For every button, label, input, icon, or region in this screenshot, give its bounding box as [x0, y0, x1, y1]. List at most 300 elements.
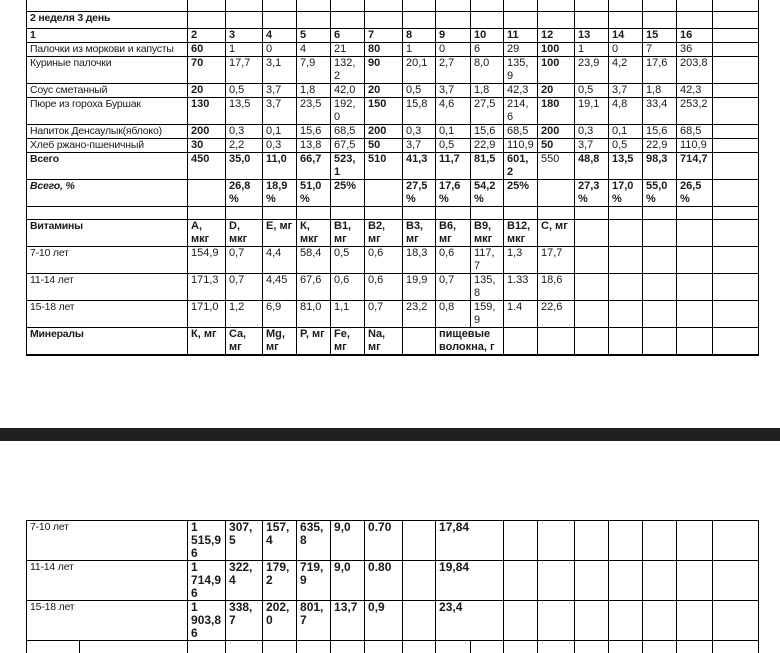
table-cell: 1,1	[331, 301, 365, 328]
table-cell: 36	[677, 43, 713, 57]
table-cell	[263, 641, 297, 653]
table-cell: 13,5	[609, 153, 643, 180]
table-cell	[609, 601, 643, 641]
table-cell: 322,4	[226, 561, 263, 601]
table-cell	[538, 328, 575, 356]
table-cell: 1	[27, 29, 188, 43]
table-cell: 714,7	[677, 153, 713, 180]
table-cell: 19,84	[436, 561, 504, 601]
table-cell	[575, 247, 609, 274]
table-cell	[263, 207, 297, 220]
table-cell: 20	[365, 84, 403, 98]
table-cell	[471, 207, 504, 220]
table-cell	[713, 521, 759, 561]
age-group-row	[27, 247, 759, 274]
table-cell	[436, 12, 471, 29]
table-cell: 50	[538, 139, 575, 153]
table-cell	[188, 0, 226, 12]
table-cell	[677, 274, 713, 301]
table-cell: 0,1	[263, 125, 297, 139]
table-cell	[436, 207, 471, 220]
table-cell: 9,0	[331, 521, 365, 561]
table-cell: 26,8 %	[226, 180, 263, 207]
menu-nutrition-table	[26, 0, 759, 356]
table-cell	[643, 521, 677, 561]
table-cell: 17,84	[436, 521, 504, 561]
table-cell	[677, 521, 713, 561]
table-cell: 9	[436, 29, 471, 43]
table-cell: 42,3	[504, 84, 538, 98]
table-cell: 214,6	[504, 98, 538, 125]
table-cell	[713, 98, 759, 125]
table-cell	[713, 641, 759, 653]
table-cell: 154,9	[188, 247, 226, 274]
totals-row	[27, 153, 759, 180]
table-cell: 4,45	[263, 274, 297, 301]
table-cell	[504, 601, 538, 641]
table-cell: Напиток Денсаулык(яблоко)	[27, 125, 188, 139]
table-cell: 0,5	[436, 139, 471, 153]
dish-row	[27, 84, 759, 98]
dish-row	[27, 139, 759, 153]
table-cell	[643, 0, 677, 12]
table-cell: 135,9	[504, 57, 538, 84]
table-cell	[403, 641, 436, 653]
table-cell: 0	[263, 43, 297, 57]
table-cell: 14	[609, 29, 643, 43]
table-cell: 48,8	[575, 153, 609, 180]
table-cell: 0,3	[403, 125, 436, 139]
table-cell: 1,3	[504, 247, 538, 274]
table-cell: 27,5 %	[403, 180, 436, 207]
table-cell: 0,5	[331, 247, 365, 274]
table-cell	[643, 601, 677, 641]
table-cell	[297, 0, 331, 12]
table-cell	[365, 641, 403, 653]
table-cell: 3,7	[403, 139, 436, 153]
table-cell	[538, 0, 575, 12]
table-cell	[403, 328, 436, 356]
table-cell: В6, мг	[436, 220, 471, 247]
table-cell: 16	[677, 29, 713, 43]
table-cell	[538, 207, 575, 220]
table-cell: 523,1	[331, 153, 365, 180]
column-numbers-row	[27, 29, 759, 43]
table-cell: 179,2	[263, 561, 297, 601]
table-cell	[188, 641, 226, 653]
table-cell: 635,8	[297, 521, 331, 561]
table-cell: 35,0	[226, 153, 263, 180]
dish-row	[27, 57, 759, 84]
cut-row	[27, 0, 759, 12]
table-cell	[677, 247, 713, 274]
table-cell	[713, 84, 759, 98]
table-cell	[575, 521, 609, 561]
minerals-header-row	[27, 328, 759, 356]
table-cell: 110,9	[504, 139, 538, 153]
table-cell: 0,5	[575, 84, 609, 98]
table-cell: 60	[188, 43, 226, 57]
table-cell: 11,7	[436, 153, 471, 180]
table-cell	[575, 328, 609, 356]
table-cell: 450	[188, 153, 226, 180]
table-cell	[226, 207, 263, 220]
table-cell: 550	[538, 153, 575, 180]
table-cell: 68,5	[677, 125, 713, 139]
table-cell: 15,6	[643, 125, 677, 139]
table-cell	[403, 521, 436, 561]
table-cell: 98,3	[643, 153, 677, 180]
table-cell	[713, 43, 759, 57]
table-cell	[403, 601, 436, 641]
table-cell	[643, 328, 677, 356]
table-cell	[713, 57, 759, 84]
table-cell	[365, 0, 403, 12]
table-cell	[643, 561, 677, 601]
table-cell: 23,9	[575, 57, 609, 84]
table-cell: 4,4	[263, 247, 297, 274]
table-cell: 253,2	[677, 98, 713, 125]
table-cell: 23,4	[436, 601, 504, 641]
table-cell	[575, 207, 609, 220]
table-cell: 22,9	[471, 139, 504, 153]
table-cell: 11-14 лет	[27, 561, 188, 601]
table-cell: 26,5 %	[677, 180, 713, 207]
table-cell: 50	[365, 139, 403, 153]
table-cell: 171,0	[188, 301, 226, 328]
table-cell: P, мг	[297, 328, 331, 356]
table-cell	[331, 12, 365, 29]
table-cell: А, мкг	[188, 220, 226, 247]
table-cell: 80	[365, 43, 403, 57]
age-group-row	[27, 561, 759, 601]
table-cell: 2,7	[436, 57, 471, 84]
table-cell: 8,0	[471, 57, 504, 84]
table-cell	[188, 180, 226, 207]
table-cell: 27,5	[471, 98, 504, 125]
table-cell: Витамины	[27, 220, 188, 247]
table-cell: 4,6	[436, 98, 471, 125]
table-cell: 1 714,96	[188, 561, 226, 601]
table-cell: пищевые волокна, г	[436, 328, 504, 356]
table-cell: 19,1	[575, 98, 609, 125]
table-cell	[677, 301, 713, 328]
age-group-row	[27, 274, 759, 301]
table-cell	[643, 220, 677, 247]
table-cell	[365, 12, 403, 29]
table-cell: 0	[609, 43, 643, 57]
table-cell	[471, 12, 504, 29]
table-cell: Mg, мг	[263, 328, 297, 356]
table-cell	[27, 641, 80, 653]
table-cell: 25%	[504, 180, 538, 207]
table-cell: 0,7	[365, 301, 403, 328]
table-cell: В2, мг	[365, 220, 403, 247]
table-cell: 200	[188, 125, 226, 139]
table-cell	[403, 0, 436, 12]
table-cell: 81,5	[471, 153, 504, 180]
table-cell: 4,8	[609, 98, 643, 125]
table-cell: 157,4	[263, 521, 297, 561]
table-cell: 19,9	[403, 274, 436, 301]
table-cell	[713, 125, 759, 139]
table-cell: 338,7	[226, 601, 263, 641]
table-cell	[226, 0, 263, 12]
table-cell	[331, 641, 365, 653]
table-cell	[504, 521, 538, 561]
table-cell: 4	[297, 43, 331, 57]
table-cell: 801,7	[297, 601, 331, 641]
table-cell	[643, 12, 677, 29]
table-cell	[609, 521, 643, 561]
table-cell: 3,7	[436, 84, 471, 98]
table-cell	[263, 12, 297, 29]
table-cell	[677, 207, 713, 220]
table-cell	[27, 207, 188, 220]
minerals-values-table-body	[27, 521, 759, 653]
table-cell: 1	[575, 43, 609, 57]
table-cell: Всего	[27, 153, 188, 180]
table-cell: 0,9	[365, 601, 403, 641]
table-cell	[504, 328, 538, 356]
table-cell	[713, 12, 759, 29]
table-cell: 3,7	[575, 139, 609, 153]
table-cell	[609, 207, 643, 220]
table-cell: 6	[471, 43, 504, 57]
table-cell: 22,6	[538, 301, 575, 328]
table-cell: Ca, мг	[226, 328, 263, 356]
table-cell: 23,2	[403, 301, 436, 328]
table-cell	[713, 180, 759, 207]
table-cell	[575, 641, 609, 653]
table-cell	[538, 601, 575, 641]
table-cell	[188, 207, 226, 220]
table-cell: 0,1	[436, 125, 471, 139]
table-cell: 70	[188, 57, 226, 84]
table-cell	[609, 561, 643, 601]
table-cell	[471, 641, 504, 653]
table-cell: 51,0 %	[297, 180, 331, 207]
table-cell	[575, 561, 609, 601]
table-cell	[609, 0, 643, 12]
table-cell	[713, 220, 759, 247]
table-cell: 1.4	[504, 301, 538, 328]
table-cell	[713, 207, 759, 220]
table-cell: 0.70	[365, 521, 403, 561]
table-cell: 68,5	[331, 125, 365, 139]
table-cell: 0	[436, 43, 471, 57]
table-cell: 11,0	[263, 153, 297, 180]
table-cell: 510	[365, 153, 403, 180]
table-cell: Соус сметанный	[27, 84, 188, 98]
table-cell: 3,7	[609, 84, 643, 98]
table-cell	[609, 301, 643, 328]
table-cell	[713, 139, 759, 153]
table-cell	[677, 601, 713, 641]
table-cell: 54,2 %	[471, 180, 504, 207]
table-cell: 58,4	[297, 247, 331, 274]
table-cell: 9,0	[331, 561, 365, 601]
table-cell: 719,9	[297, 561, 331, 601]
table-cell	[436, 641, 471, 653]
table-cell: 601,2	[504, 153, 538, 180]
table-cell: 15	[643, 29, 677, 43]
table-cell	[188, 12, 226, 29]
table-cell	[713, 153, 759, 180]
table-cell	[538, 12, 575, 29]
table-cell: 3	[226, 29, 263, 43]
table-cell: D, мкг	[226, 220, 263, 247]
table-cell	[713, 29, 759, 43]
table-cell: 0,5	[226, 84, 263, 98]
page-break-separator	[0, 428, 780, 441]
table-cell: 15-18 лет	[27, 301, 188, 328]
table-cell: 200	[538, 125, 575, 139]
table-cell	[297, 641, 331, 653]
table-cell	[713, 328, 759, 356]
table-cell: К, мкг	[297, 220, 331, 247]
table-cell: 0,3	[226, 125, 263, 139]
table-cell: В1, мг	[331, 220, 365, 247]
table-cell	[297, 207, 331, 220]
table-cell: 3,7	[263, 98, 297, 125]
table-cell	[226, 12, 263, 29]
table-cell	[538, 521, 575, 561]
table-cell: 0,3	[575, 125, 609, 139]
table-cell	[504, 0, 538, 12]
table-cell: 7	[365, 29, 403, 43]
table-cell: 23,5	[297, 98, 331, 125]
table-cell	[365, 180, 403, 207]
table-cell	[575, 12, 609, 29]
table-cell: 15,6	[471, 125, 504, 139]
table-cell: 0,7	[226, 274, 263, 301]
table-cell	[609, 247, 643, 274]
table-cell: 1	[226, 43, 263, 57]
table-cell: 3,7	[263, 84, 297, 98]
table-cell	[27, 0, 188, 12]
table-cell: 17,0 %	[609, 180, 643, 207]
table-cell	[471, 0, 504, 12]
table-cell: 1,8	[643, 84, 677, 98]
table-cell: 10	[471, 29, 504, 43]
table-cell: 17,7	[226, 57, 263, 84]
table-cell: 68,5	[504, 125, 538, 139]
table-cell: 0,1	[609, 125, 643, 139]
age-group-row	[27, 521, 759, 561]
vitamins-header-row	[27, 220, 759, 247]
table-cell: 1,8	[297, 84, 331, 98]
table-cell: 0,6	[436, 247, 471, 274]
table-cell: 22,9	[643, 139, 677, 153]
table-cell	[713, 274, 759, 301]
table-cell: 110,9	[677, 139, 713, 153]
spacer-row	[27, 207, 759, 220]
table-cell: 7,9	[297, 57, 331, 84]
table-cell: 18,6	[538, 274, 575, 301]
table-cell	[504, 207, 538, 220]
table-cell	[331, 0, 365, 12]
table-cell: 180	[538, 98, 575, 125]
table-cell: 6	[331, 29, 365, 43]
table-cell: 15,6	[297, 125, 331, 139]
table-cell: Пюре из гороха Буршак	[27, 98, 188, 125]
table-cell: 11	[504, 29, 538, 43]
table-cell: 6,9	[263, 301, 297, 328]
table-cell: 17,6 %	[436, 180, 471, 207]
table-cell	[403, 12, 436, 29]
table-cell: 1.33	[504, 274, 538, 301]
table-cell: 307,5	[226, 521, 263, 561]
table-cell	[504, 641, 538, 653]
table-cell	[538, 641, 575, 653]
table-cell: 18,3	[403, 247, 436, 274]
partial-row	[27, 641, 759, 653]
table-cell: 171,3	[188, 274, 226, 301]
table-cell	[331, 207, 365, 220]
table-cell	[504, 12, 538, 29]
table-cell	[538, 561, 575, 601]
table-cell	[609, 220, 643, 247]
dish-row	[27, 43, 759, 57]
table-cell	[643, 274, 677, 301]
table-cell: 20	[538, 84, 575, 98]
table-cell: 159,9	[471, 301, 504, 328]
minerals-values-table	[26, 520, 759, 653]
table-cell: 0,3	[263, 139, 297, 153]
table-cell: 4,2	[609, 57, 643, 84]
table-cell	[575, 274, 609, 301]
table-cell: 117,7	[471, 247, 504, 274]
table-cell: С, мг	[538, 220, 575, 247]
table-cell: Куриные палочки	[27, 57, 188, 84]
table-cell	[538, 180, 575, 207]
table-cell: 42,3	[677, 84, 713, 98]
table-cell: 13,8	[297, 139, 331, 153]
table-cell: 100	[538, 57, 575, 84]
table-cell: 21	[331, 43, 365, 57]
table-cell: 17,6	[643, 57, 677, 84]
table-cell	[643, 641, 677, 653]
table-cell: 4	[263, 29, 297, 43]
table-cell	[677, 220, 713, 247]
menu-nutrition-table-body	[27, 0, 759, 355]
table-cell	[297, 12, 331, 29]
table-cell	[677, 561, 713, 601]
table-cell	[643, 301, 677, 328]
totals-percent-row	[27, 180, 759, 207]
table-cell	[504, 561, 538, 601]
table-cell: 67,6	[297, 274, 331, 301]
table-cell	[403, 561, 436, 601]
table-cell: 0.80	[365, 561, 403, 601]
table-cell: 13	[575, 29, 609, 43]
table-cell: 25%	[331, 180, 365, 207]
table-cell: 11-14 лет	[27, 274, 188, 301]
table-cell: 1 903,86	[188, 601, 226, 641]
table-cell: Палочки из моркови и капусты	[27, 43, 188, 57]
table-cell: 130	[188, 98, 226, 125]
table-cell	[677, 12, 713, 29]
table-cell: 13,5	[226, 98, 263, 125]
table-cell: 12	[538, 29, 575, 43]
table-cell: 0,5	[403, 84, 436, 98]
table-cell: 17,7	[538, 247, 575, 274]
table-cell: Минералы	[27, 328, 188, 356]
table-cell	[403, 207, 436, 220]
table-cell: 15,8	[403, 98, 436, 125]
table-cell: Е, мг	[263, 220, 297, 247]
